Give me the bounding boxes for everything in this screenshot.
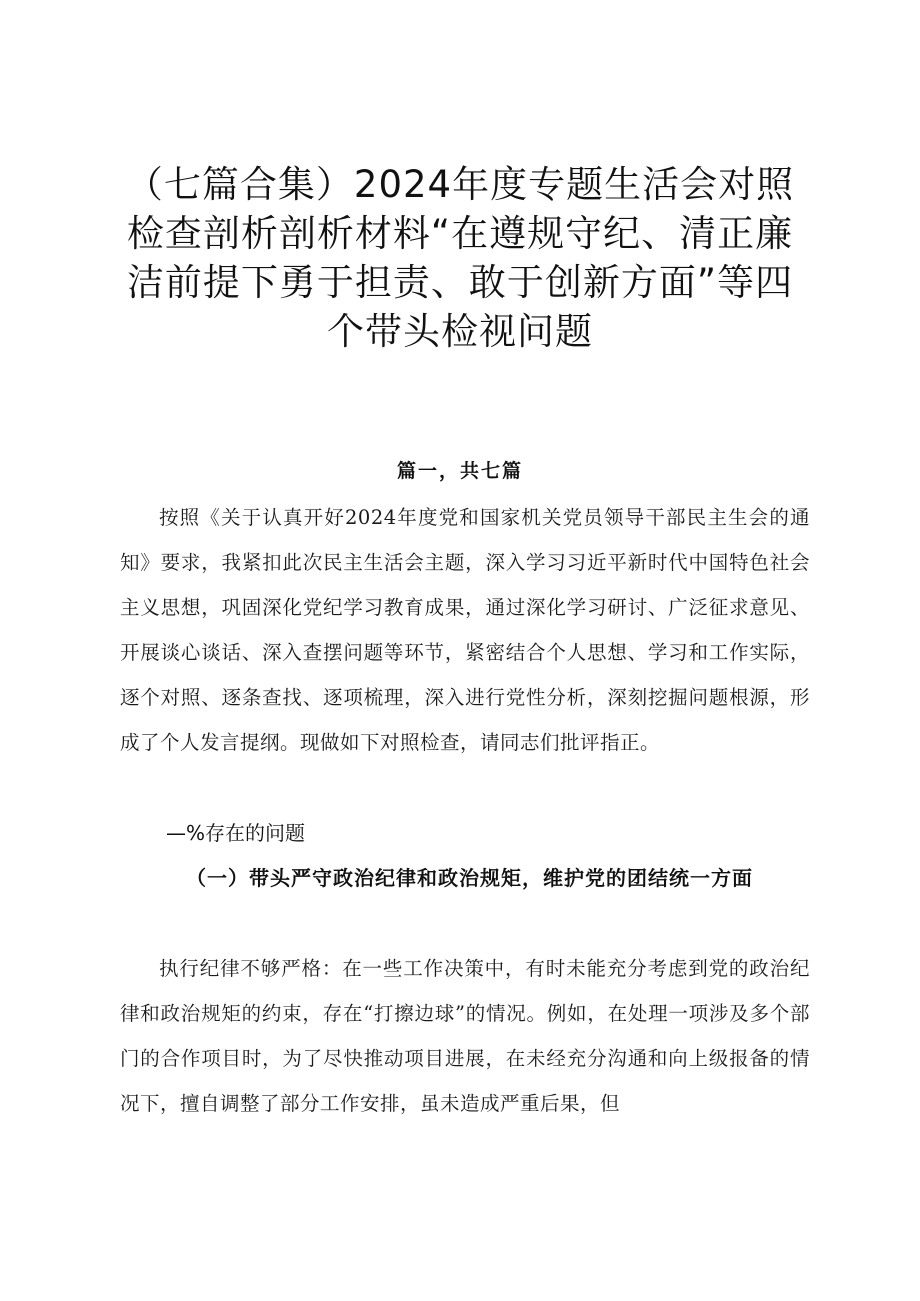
subsection-heading: （一）带头严守政治纪律和政治规矩，维护党的团结统一方面 — [186, 866, 753, 890]
document-subtitle: 篇一，共七篇 — [396, 460, 523, 482]
document-title: （七篇合集）2024年度专题生活会对照检查剖析剖析材料“在遵规守纪、清正廉洁前提下勇于担责、敢于创新方面”等四个带头检视问题 — [125, 163, 795, 353]
discipline-paragraph: 执行纪律不够严格：在一些工作决策中，有时未能充分考虑到党的政治纪律和政治规矩的约束，存在“打擦边球”的情况。例如，在处理一项涉及多个部门的合作项目时，为了尽快推动项目进展，在未经充分沟通和向上级报备的情况下，擅自调整了部分工作安排，虽未造成严重后果，但 — [120, 957, 810, 1115]
intro-paragraph: 按照《关于认真开好2024年度党和国家机关党员领导干部民主生会的通知》要求，我紧扣此次民主生活会主题，深入学习习近平新时代中国特色社会主义思想，巩固深化党纪学习教育成果，通过深化学习研讨、广泛征求意见、开展谈心谈话、深入查摆问题等环节，紧密结合个人思想、学习和工作实际，逐个对照、逐条查找、逐项梳理，深入进行党性分析，深刻挖掘问题根源，形成了个人发言提纲。现做如下对照检查，请同志们批评指正。 — [120, 506, 810, 754]
section-heading: —%存在的问题 — [166, 821, 306, 845]
